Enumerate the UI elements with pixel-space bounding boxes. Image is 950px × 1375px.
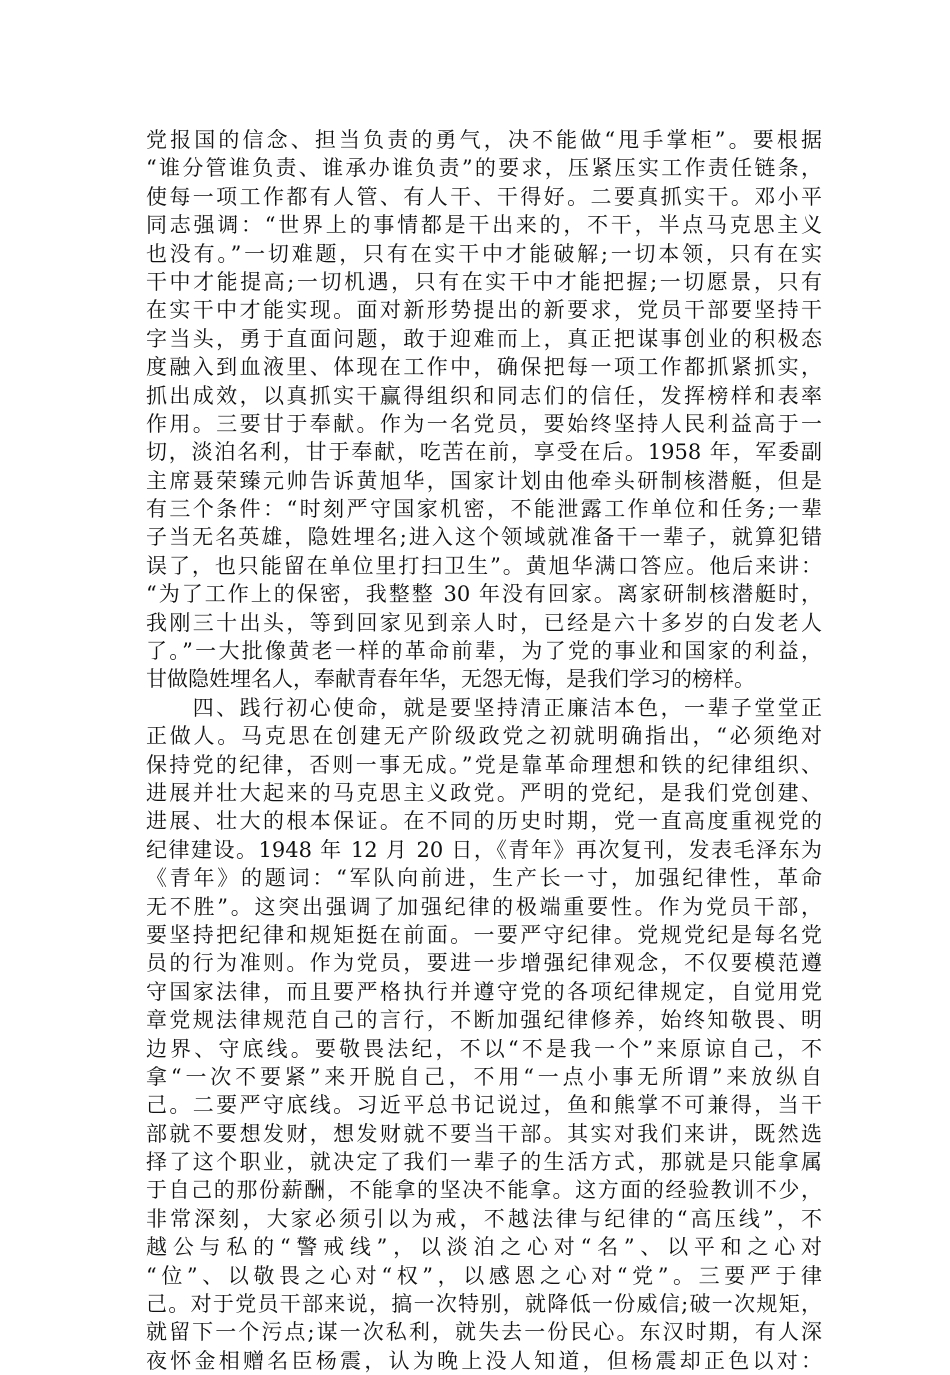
- text-line: 干中才能提高;一切机遇，只有在实干中才能把握;一切愿景，只有: [146, 269, 822, 294]
- text-line: 在实干中才能实现。面对新形势提出的新要求，党员干部要坚持干: [146, 298, 822, 323]
- text-line: 纪律建设。1948 年 12 月 20 日，《青年》再次复刊，发表毛泽东为: [146, 837, 822, 862]
- text-line: 使每一项工作都有人管、有人干、干得好。二要真抓实干。邓小平: [146, 184, 822, 209]
- text-line: 作用。三要甘于奉献。作为一名党员，要始终坚持人民利益高于一: [146, 411, 822, 436]
- text-line: 我刚三十出头，等到回家见到亲人时，已经是六十多岁的白发老人: [146, 610, 822, 635]
- text-line: 四、践行初心使命，就是要坚持清正廉洁本色，一辈子堂堂正: [146, 695, 822, 720]
- text-line: 同志强调：“世界上的事情都是干出来的，不干，半点马克思主义: [146, 213, 822, 238]
- text-line: “谁分管谁负责、谁承办谁负责”的要求，压紧压实工作责任链条，: [146, 156, 822, 181]
- text-line: 己。二要严守底线。习近平总书记说过，鱼和熊掌不可兼得，当干: [146, 1093, 822, 1118]
- text-line: 也没有。”一切难题，只有在实干中才能破解;一切本领，只有在实: [146, 241, 822, 266]
- text-line: 员的行为准则。作为党员，要进一步增强纪律观念，不仅要模范遵: [146, 951, 822, 976]
- text-line: 边界、守底线。要敬畏法纪，不以“不是我一个”来原谅自己，不: [146, 1036, 822, 1061]
- text-line: “为了工作上的保密，我整整 30 年没有回家。离家研制核潜艇时，: [146, 582, 822, 607]
- document-page: [146, 126, 822, 1375]
- text-line: 保持党的纪律，否则一事无成。”党是靠革命理想和铁的纪律组织、: [146, 752, 822, 777]
- text-line: 己。对于党员干部来说，搞一次特别，就降低一份威信;破一次规矩，: [146, 1292, 822, 1317]
- text-line: 主席聂荣臻元帅告诉黄旭华，国家计划由他牵头研制核潜艇，但是: [146, 468, 822, 493]
- text-line: 择了这个职业，就决定了我们一辈子的生活方式，那就是只能拿属: [146, 1150, 822, 1175]
- text-line: 要坚持把纪律和规矩挺在前面。一要严守纪律。党规党纪是每名党: [146, 922, 822, 947]
- text-line: 守国家法律，而且要严格执行并遵守党的各项纪律规定，自觉用党: [146, 979, 822, 1004]
- text-line: 误了，也只能留在单位里打扫卫生”。黄旭华满口答应。他后来讲：: [146, 553, 822, 578]
- text-line: 甘做隐姓埋名人，奉献青春年华，无怨无悔，是我们学习的榜样。: [146, 667, 755, 692]
- text-line: 《青年》的题词：“军队向前进，生产长一寸，加强纪律性，革命: [146, 866, 822, 891]
- text-line: 切，淡泊名利，甘于奉献，吃苦在前，享受在后。1958 年，军委副: [146, 440, 822, 465]
- text-line: 拿“一次不要紧”来开脱自己，不用“一点小事无所谓”来放纵自: [146, 1064, 822, 1089]
- text-line: 夜怀金相赠名臣杨震，认为晚上没人知道，但杨震却正色以对：: [146, 1348, 822, 1373]
- text-line: 部就不要想发财，想发财就不要当干部。其实对我们来讲，既然选: [146, 1121, 822, 1146]
- text-line: “位”、以敬畏之心对“权”，以感恩之心对“党”。三要严于律: [146, 1263, 822, 1288]
- text-line: 有三个条件：“时刻严守国家机密，不能泄露工作单位和任务;一辈: [146, 497, 822, 522]
- text-line: 党报国的信念、担当负责的勇气，决不能做“甩手掌柜”。要根据: [146, 128, 822, 152]
- text-line: 无不胜”。这突出强调了加强纪律的极端重要性。作为党员干部，: [146, 894, 822, 919]
- text-line: 正做人。马克思在创建无产阶级政党之初就明确指出，“必须绝对: [146, 724, 822, 749]
- text-line: 非常深刻，大家必须引以为戒，不越法律与纪律的“高压线”，不: [146, 1206, 822, 1231]
- text-line: 于自己的那份薪酬，不能拿的坚决不能拿。这方面的经验教训不少，: [146, 1178, 822, 1203]
- text-line: 字当头，勇于直面问题，敢于迎难而上，真正把谋事创业的积极态: [146, 326, 822, 351]
- text-line: 子当无名英雄，隐姓埋名;进入这个领域就准备干一辈子，就算犯错: [146, 525, 822, 550]
- text-line: 就留下一个污点;谋一次私利，就失去一份民心。东汉时期，有人深: [146, 1320, 822, 1345]
- text-line: 进展并壮大起来的马克思主义政党。严明的党纪，是我们党创建、: [146, 780, 822, 805]
- text-line: 越公与私的“警戒线”，以淡泊之心对“名”、以平和之心对: [146, 1235, 822, 1260]
- text-line: 进展、壮大的根本保证。在不同的历史时期，党一直高度重视党的: [146, 809, 822, 834]
- text-line: 度融入到血液里、体现在工作中，确保把每一项工作都抓紧抓实，: [146, 355, 822, 380]
- text-line: 了。”一大批像黄老一样的革命前辈，为了党的事业和国家的利益，: [146, 639, 822, 664]
- text-line: 抓出成效，以真抓实干赢得组织和同志们的信任，发挥榜样和表率: [146, 383, 822, 408]
- text-line: 章党规法律规范自己的言行，不断加强纪律修养，始终知敬畏、明: [146, 1008, 822, 1033]
